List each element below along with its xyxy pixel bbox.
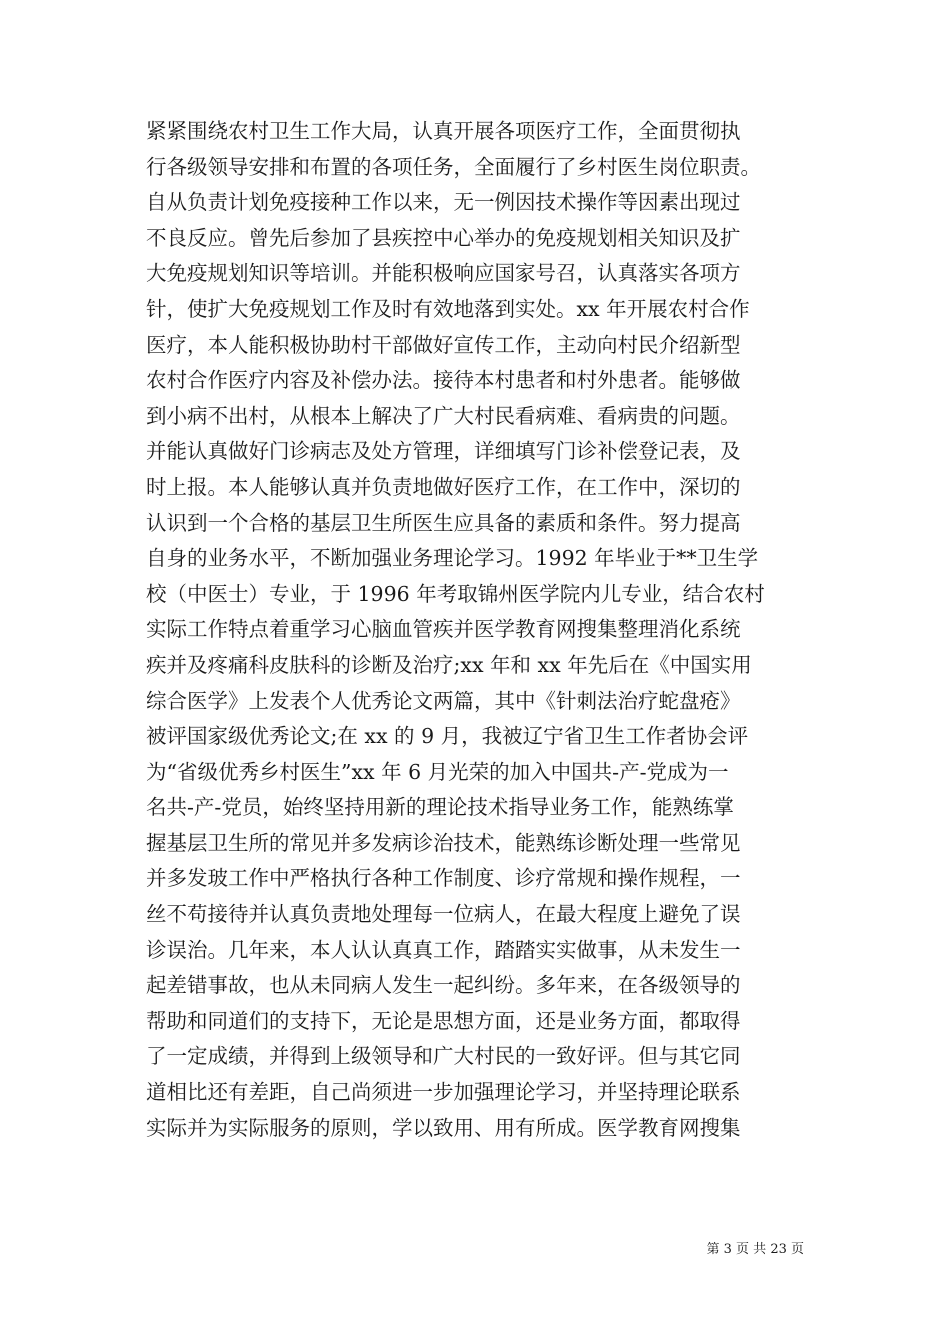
page-number: 第 3 页 共 23 页 xyxy=(706,1242,804,1257)
text-line: 握基层卫生所的常见并多发病诊治技术，能熟练诊断处理一些常见 xyxy=(146,830,741,855)
text-line: 道相比还有差距，自己尚须进一步加强理论学习，并坚持理论联系 xyxy=(146,1080,741,1105)
text-line: 针，使扩大免疫规划工作及时有效地落到实处。xx 年开展农村合作 xyxy=(146,296,750,321)
text-line: 时上报。本人能够认真并负责地做好医疗工作，在工作中，深切的 xyxy=(146,474,741,499)
text-line: 帮助和同道们的支持下，无论是思想方面，还是业务方面，都取得 xyxy=(146,1008,741,1033)
body-paragraph xyxy=(146,114,811,1146)
text-line: 疾并及疼痛科皮肤科的诊断及治疗;xx 年和 xx 年先后在《中国实用 xyxy=(146,652,752,677)
text-line: 了一定成绩，并得到上级领导和广大村民的一致好评。但与其它同 xyxy=(146,1044,741,1069)
text-line: 起差错事故，也从未同病人发生一起纠纷。多年来，在各级领导的 xyxy=(146,973,741,998)
text-line: 名共-产-党员，始终坚持用新的理论技术指导业务工作，能熟练掌 xyxy=(146,795,734,820)
text-line: 认识到一个合格的基层卫生所医生应具备的素质和条件。努力提高 xyxy=(146,510,741,535)
text-line: 农村合作医疗内容及补偿办法。接待本村患者和村外患者。能够做 xyxy=(146,368,741,393)
text-line: 为“省级优秀乡村医生”xx 年 6 月光荣的加入中国共-产-党成为一 xyxy=(146,759,729,784)
text-line: 并能认真做好门诊病志及处方管理，详细填写门诊补偿登记表，及 xyxy=(146,439,741,464)
text-line: 实际工作特点着重学习心脑血管疾并医学教育网搜集整理消化系统 xyxy=(146,617,741,642)
text-line: 丝不苟接待并认真负责地处理每一位病人，在最大程度上避免了误 xyxy=(146,902,741,927)
text-line: 大免疫规划知识等培训。并能积极响应国家号召，认真落实各项方 xyxy=(146,261,741,286)
text-line: 到小病不出村，从根本上解决了广大村民看病难、看病贵的问题。 xyxy=(146,403,741,428)
text-line: 校（中医士）专业，于 1996 年考取锦州医学院内儿专业，结合农村 xyxy=(146,581,765,606)
text-line: 实际并为实际服务的原则，学以致用、用有所成。医学教育网搜集 xyxy=(146,1115,741,1140)
text-line: 医疗，本人能积极协助村干部做好宣传工作，主动向村民介绍新型 xyxy=(146,332,741,357)
text-line: 被评国家级优秀论文;在 xx 的 9 月，我被辽宁省卫生工作者协会评 xyxy=(146,724,749,749)
text-line: 综合医学》上发表个人优秀论文两篇，其中《针刺法治疗蛇盘疮》 xyxy=(146,688,741,713)
text-line: 并多发玻工作中严格执行各种工作制度、诊疗常规和操作规程，一 xyxy=(146,866,741,891)
text-line: 诊误治。几年来，本人认认真真工作，踏踏实实做事，从未发生一 xyxy=(146,937,741,962)
text-line: 自身的业务水平，不断加强业务理论学习。1992 年毕业于**卫生学 xyxy=(146,546,759,571)
text-line: 不良反应。曾先后参加了县疾控中心举办的免疫规划相关知识及扩 xyxy=(146,225,741,250)
text-line: 自从负责计划免疫接种工作以来，无一例因技术操作等因素出现过 xyxy=(146,190,741,215)
text-line: 行各级领导安排和布置的各项任务，全面履行了乡村医生岗位职责。 xyxy=(146,154,761,179)
text-line: 紧紧围绕农村卫生工作大局，认真开展各项医疗工作，全面贯彻执 xyxy=(146,119,741,143)
